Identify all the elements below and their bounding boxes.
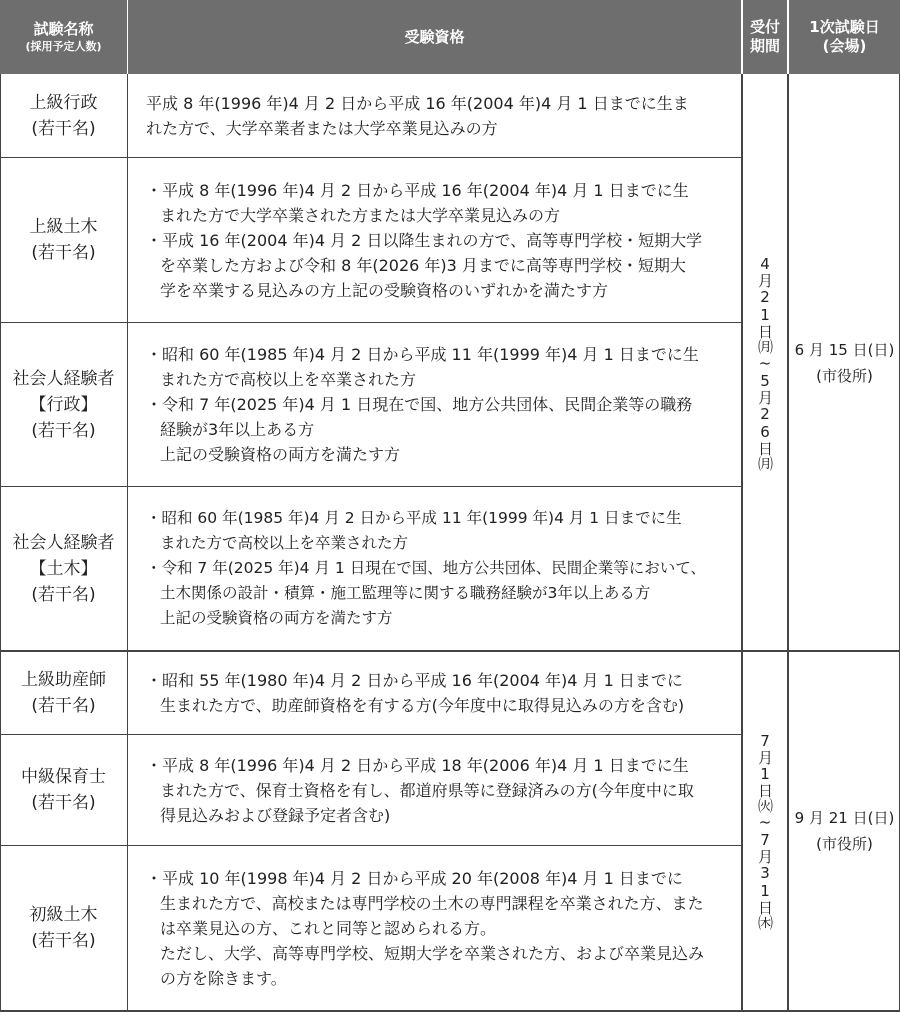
- exam-name-cell: [0, 735, 127, 845]
- qualification-line: 学を卒業する見込みの方上記の受験資格のいずれかを満たす方: [160, 280, 609, 300]
- exam-date: 6 月 15 日(日): [794, 340, 895, 359]
- exam-headcount: (若干名): [31, 584, 96, 605]
- header-exam-name-label: 試験名称: [33, 19, 94, 38]
- exam-venue: (市役所): [816, 366, 873, 385]
- exam-headcount: (若干名): [31, 696, 96, 716]
- qualification-line: 上記の受験資格の両方を満たす方: [160, 445, 401, 464]
- qualification-line: ・昭和 60 年(1985 年)4 月 2 日から平成 11 年(1999 年)4 月 1 日までに生: [146, 345, 699, 364]
- header-period-line1: 受付: [749, 18, 780, 36]
- qualification-line: まれた方で、保育士資格を有し、都道府県等に登録済みの方(今年度中に取: [160, 780, 694, 800]
- exam-name: 初級土木: [29, 905, 98, 925]
- qualification-line: の方を除きます。: [160, 968, 287, 988]
- exam-name-cell: [0, 846, 127, 1010]
- header-exam-name: [0, 0, 127, 74]
- application-period: 4月21日㈪~5月26日㈪: [756, 254, 774, 471]
- qualification-line: ・平成 8 年(1996 年)4 月 2 日から平成 16 年(2004 年)4 月 1 日までに生: [146, 180, 689, 200]
- qualification-cell: [128, 652, 740, 734]
- qualification-line: ・平成 10 年(1998 年)4 月 2 日から平成 20 年(2008 年)4 月 1 日までに: [146, 868, 683, 888]
- qualification-line: 得見込みおよび登録予定者含む): [160, 805, 391, 825]
- qualification-line: まれた方で高校以上を卒業された方: [160, 534, 409, 552]
- qualification-line: れた方で、大学卒業者または大学卒業見込みの方: [146, 119, 498, 138]
- qualification-line: ただし、大学、高等専門学校、短期大学を卒業された方、および卒業見込み: [160, 943, 705, 963]
- exam-headcount: (若干名): [31, 793, 96, 813]
- qualification-line: ・令和 7 年(2025 年)4 月 1 日現在で国、地方公共団体、民間企業等の職務: [146, 395, 693, 414]
- header-qualification: [128, 0, 741, 74]
- exam-date-cell: [789, 652, 900, 1010]
- header-period: [743, 0, 787, 74]
- exam-headcount: (若干名): [31, 931, 96, 951]
- exam-name-cell: [0, 487, 127, 650]
- qualification-line: 生まれた方で、高校または専門学校の土木の専門課程を卒業された方、また: [160, 893, 704, 913]
- qualification-line: まれた方で高校以上を卒業された方: [160, 370, 417, 389]
- qualification-line: 土木関係の設計・積算・施工監理等に関する職務経験が3年以上ある方: [160, 584, 651, 602]
- qualification-line: 平成 8 年(1996 年)4 月 2 日から平成 16 年(2004 年)4 月 1 日までに生ま: [146, 94, 689, 113]
- application-period: 7月1日㈫~7月31日㈭: [756, 732, 774, 930]
- qualification-line: ・平成 8 年(1996 年)4 月 2 日から平成 18 年(2006 年)4 月 1 日までに生: [146, 755, 689, 775]
- header-exam-date-line1: 1次試験日: [809, 18, 880, 36]
- exam-name-cell: [0, 158, 127, 322]
- exam-name-cell: [0, 652, 127, 734]
- exam-category: 【行政】: [29, 394, 98, 415]
- qualification-line: は卒業見込の方、これと同等と認められる方。: [160, 918, 497, 938]
- qualification-line: まれた方で大学卒業された方または大学卒業見込みの方: [160, 205, 561, 225]
- exam-category: 【土木】: [29, 558, 98, 579]
- application-period-cell: [743, 75, 787, 650]
- exam-name-cell: [0, 323, 127, 486]
- exam-headcount: (若干名): [31, 119, 96, 139]
- qualification-cell: [128, 75, 740, 157]
- qualification-cell: [128, 487, 740, 650]
- exam-name: 上級土木: [29, 217, 98, 237]
- exam-venue: (市役所): [816, 835, 873, 853]
- header-period-line2: 期間: [749, 37, 780, 55]
- exam-date-cell: [789, 75, 900, 650]
- exam-name: 上級助産師: [21, 670, 106, 690]
- qualification-line: 経験が3年以上ある方: [160, 420, 315, 439]
- header-exam-date: [789, 0, 900, 74]
- exam-name: 上級行政: [29, 93, 98, 113]
- exam-name: 社会人経験者: [12, 532, 115, 553]
- exam-headcount: (若干名): [31, 420, 96, 441]
- qualification-line: を卒業した方および令和 8 年(2026 年)3 月までに高等専門学校・短期大: [160, 255, 686, 275]
- exam-headcount: (若干名): [31, 243, 96, 263]
- qualification-line: ・昭和 60 年(1985 年)4 月 2 日から平成 11 年(1999 年)4 月 1 日までに生: [146, 509, 682, 527]
- header-exam-date-line2: (会場): [822, 37, 867, 55]
- exam-name-cell: [0, 75, 127, 157]
- qualification-cell: [128, 735, 740, 845]
- qualification-line: ・平成 16 年(2004 年)4 月 2 日以降生まれの方で、高等専門学校・短期大学: [146, 230, 703, 250]
- qualification-cell: [128, 158, 740, 322]
- qualification-line: ・令和 7 年(2025 年)4 月 1 日現在で国、地方公共団体、民間企業等において、: [146, 559, 706, 577]
- header-exam-name-sub: (採用予定人数): [25, 39, 102, 53]
- qualification-line: 生まれた方で、助産師資格を有する方(今年度中に取得見込みの方を含む): [160, 696, 685, 715]
- qualification-cell: [128, 323, 740, 486]
- exam-name: 中級保育士: [21, 767, 106, 787]
- exam-name: 社会人経験者: [12, 368, 115, 389]
- qualification-cell: [128, 846, 740, 1010]
- header-qualification-label: 受験資格: [404, 27, 465, 46]
- exam-date: 9 月 21 日(日): [794, 809, 895, 827]
- qualification-line: 上記の受験資格の両方を満たす方: [160, 609, 393, 627]
- qualification-line: ・昭和 55 年(1980 年)4 月 2 日から平成 16 年(2004 年)4 月 1 日までに: [146, 671, 683, 690]
- application-period-cell: [743, 652, 787, 1010]
